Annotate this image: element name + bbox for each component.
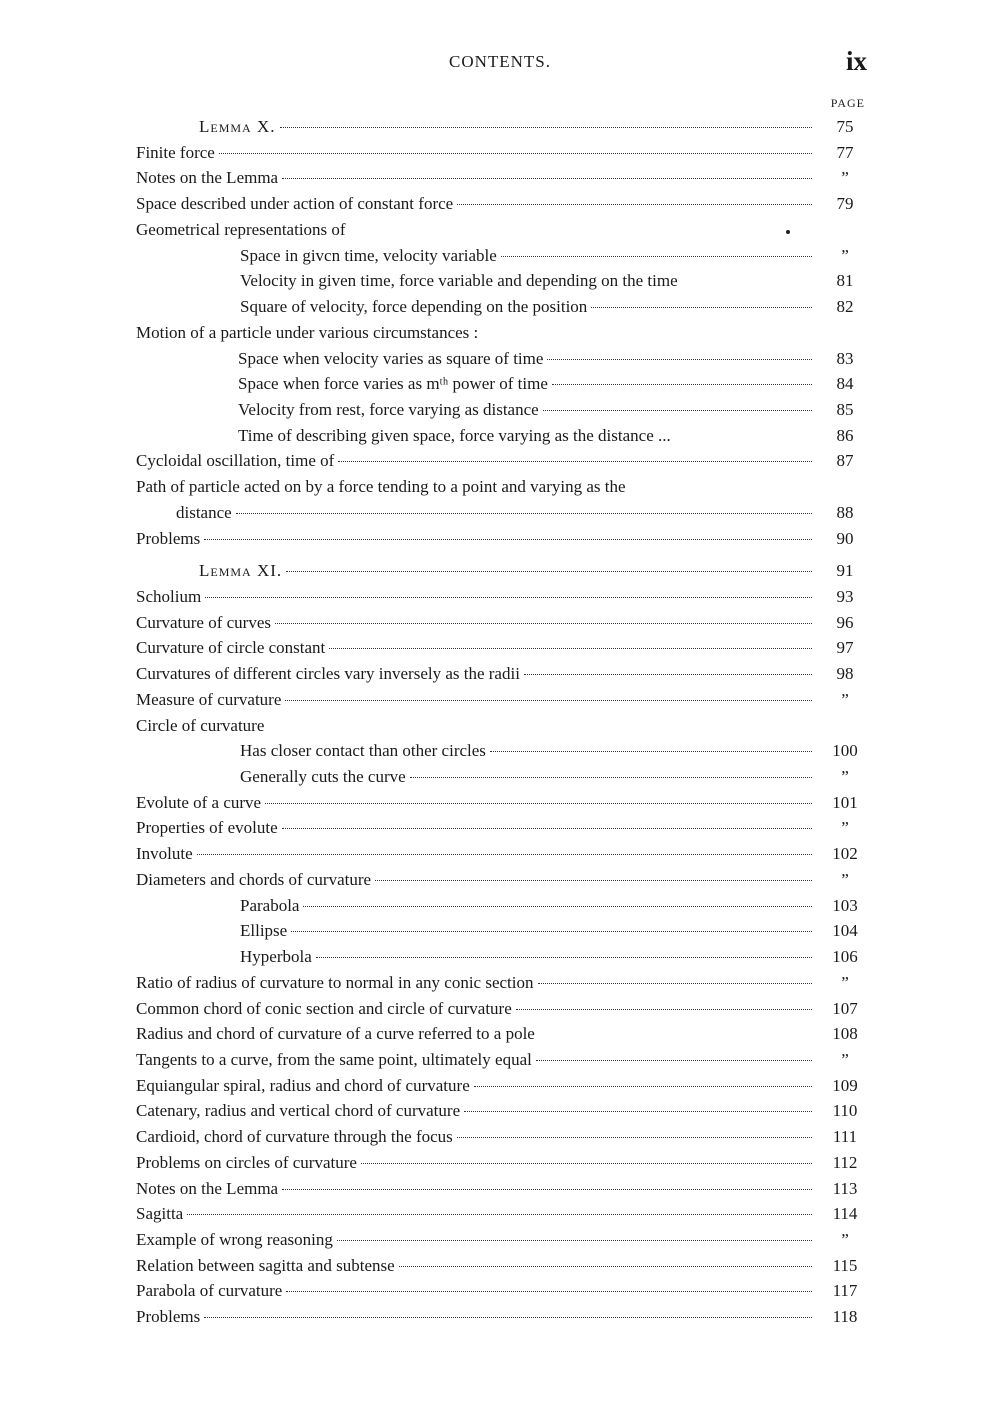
toc-entry-label: Path of particle acted on by a force tending to a point and varying as the [136,477,626,497]
toc-entry-text [0,191,812,217]
toc-page-number: 110 [832,1101,858,1121]
toc-entry-label: Relation between sagitta and subtense [136,1255,395,1275]
toc-entry-text [0,1176,812,1202]
dot-leader [205,596,812,598]
toc-entry-label: Measure of curvature [136,689,282,709]
toc-page-number: ” [841,1049,849,1069]
toc-entry-label: Parabola [240,895,300,915]
toc-entry-label: Catenary, radius and vertical chord of curvature [136,1101,461,1121]
toc-entry-text [0,320,812,346]
dot-leader [282,827,812,829]
dot-leader [197,853,812,855]
toc-page-number: ” [841,245,849,265]
dot-leader [303,905,812,907]
toc-entry [0,1253,1000,1279]
toc-page-number: ” [841,972,849,992]
dot-leader [516,1008,812,1010]
toc-entry-label: Ratio of radius of curvature to normal in any conic section [136,972,534,992]
toc-entry [0,114,1000,140]
toc-entry-text [0,1150,812,1176]
toc-entry-text [0,114,812,140]
toc-entry-label: Common chord of conic section and circle of curvature [136,998,512,1018]
toc-entry-text [0,970,812,996]
toc-entry-label: Problems [136,1307,201,1327]
toc-entry [0,1201,1000,1227]
toc-entry-text [0,661,812,687]
toc-entry [0,918,1000,944]
toc-page-number: 77 [836,142,854,162]
toc-entry [0,448,1000,474]
dot-leader [474,1085,812,1087]
toc-entry [0,893,1000,919]
toc-entry-text [0,893,812,919]
toc-entry [0,1098,1000,1124]
dot-leader [361,1162,812,1164]
toc-page-number: ” [841,869,849,889]
toc-page-number: 106 [832,947,858,966]
toc-entry-text [0,140,812,166]
toc-entry [0,526,1000,552]
toc-page-number: 96 [836,612,854,632]
toc-entry-text [0,346,812,372]
toc-entry-label: Diameters and chords of curvature [136,869,372,889]
toc-entry [0,867,1000,893]
toc-entry-label: Space when force varies as mᵗʰ power of time [238,374,548,394]
toc-entry-label: Motion of a particle under various circumstances : [136,322,479,342]
dot-leader [329,647,812,649]
toc-entry [0,944,1000,970]
toc-page-number: 79 [836,194,854,214]
toc-entry [0,474,1000,500]
toc-entry-text [0,1253,812,1279]
toc-entry-label: Curvature of circle constant [136,638,326,658]
toc-entry-text [0,268,812,294]
toc-entry [0,815,1000,841]
toc-entry [0,140,1000,166]
toc-entry-label: Cycloidal oscillation, time of [136,451,335,471]
dot-leader [187,1213,812,1215]
toc-entry-label: Notes on the Lemma [136,168,279,188]
toc-page-number: ” [841,689,849,709]
toc-page-number: 112 [832,1152,858,1172]
toc-page-number: ” [841,1230,849,1249]
toc-entry-label: Space in givcn time, velocity variable [240,245,497,265]
toc-entry [0,217,1000,243]
toc-entry [0,346,1000,372]
toc-entry-text [0,738,812,764]
toc-entry-text [0,1304,812,1330]
toc-page-number: 117 [832,1281,858,1301]
toc-entry-label: Tangents to a curve, from the same point, ultimately equal [136,1049,532,1069]
dot-leader [286,570,812,572]
dot-leader [338,460,812,462]
toc-entry-label: Has closer contact than other circles [240,741,486,761]
dot-leader [410,776,812,778]
toc-entry-label: Generally cuts the curve [240,767,406,786]
toc-entry-label: Evolute of a curve [136,792,262,812]
toc-entry-label: Time of describing given space, force varying as the distance ... [238,425,671,445]
toc-entry [0,713,1000,739]
toc-page-number: 102 [832,844,858,864]
toc-entry-text [0,790,812,816]
toc-page-number: ” [841,767,849,786]
dot-leader [275,622,812,624]
toc-entry-text [0,474,812,500]
toc-entry [0,790,1000,816]
toc-entry-label: Curvature of curves [136,612,272,632]
toc-entry-text [0,500,812,526]
toc-entry-label: Geometrical representations of [136,219,346,239]
dot-leader [285,699,812,701]
toc-entry-label: Hyperbola [240,947,312,966]
toc-page-number: ” [841,168,849,188]
toc-page-number: 88 [836,502,854,522]
toc-entry-text [0,165,812,191]
toc-entry [0,1124,1000,1150]
toc-entry-text [0,1278,812,1304]
toc-entry-text [0,867,812,893]
toc-entry-text [0,526,812,552]
toc-page-number: 98 [836,664,854,684]
toc-entry-text [0,841,812,867]
dot-leader [280,126,813,128]
toc-entry-text [0,1098,812,1124]
toc-page-number: 83 [836,348,854,368]
dot-leader [291,930,812,932]
dot-leader [457,203,812,205]
toc-entry [0,610,1000,636]
toc-page-number: 109 [832,1075,858,1095]
toc-entry-text [0,996,812,1022]
toc-entry [0,635,1000,661]
toc-entry-label: Problems on circles of curvature [136,1152,357,1172]
toc-entry-text [0,1021,812,1047]
toc-page-number: 114 [832,1204,858,1224]
toc-page-number: 118 [832,1307,858,1327]
toc-page-number: 104 [832,921,858,941]
toc-entry-label: Lemma XI. [199,561,283,581]
toc-entry-label: Circle of curvature [136,715,265,735]
dot-leader [490,750,812,752]
toc-page-number [820,320,870,346]
dot-leader [543,409,812,411]
toc-page-number: 85 [836,399,854,419]
dot-leader [538,982,813,984]
toc-entry [0,1176,1000,1202]
toc-entry-label: Velocity from rest, force varying as distance [238,399,539,419]
dot-leader [375,879,812,881]
toc-entry [0,1304,1000,1330]
toc-entry [0,1278,1000,1304]
toc-entry-text [0,764,812,790]
toc-page-number: 90 [836,528,854,548]
toc-entry-label: Cardioid, chord of curvature through the focus [136,1127,453,1147]
toc-page-number: 115 [832,1255,858,1275]
toc-entry-text [0,294,812,320]
toc-entry [0,1227,1000,1253]
toc-entry-text [0,243,812,269]
folio-number: ix [845,46,867,76]
toc-entry-text [0,584,812,610]
toc-entry-text [0,610,812,636]
toc-entry-label: Involute [136,844,193,864]
toc-entry-label: Ellipse [240,921,288,941]
dot-leader [204,538,812,540]
dot-leader [282,1188,812,1190]
toc-entry-label: Velocity in given time, force variable and depending on the time [240,271,678,291]
toc-page-number: 81 [836,271,854,291]
toc-entry-text [0,815,812,841]
dot-leader [337,1239,812,1241]
toc-entry [0,294,1000,320]
toc-entry-text [0,217,812,243]
toc-entry [0,191,1000,217]
toc-entry [0,738,1000,764]
toc-entry [0,1021,1000,1047]
toc-entry [0,1150,1000,1176]
toc-page-number [820,713,870,739]
toc-entry-label: Problems [136,528,201,548]
toc-entry [0,687,1000,713]
dot-leader [236,512,812,514]
toc-entry [0,970,1000,996]
dot-leader [282,177,812,179]
toc-entry-label: Properties of evolute [136,818,278,838]
dot-leader [457,1136,812,1138]
page-column-label: PAGE [830,96,865,110]
toc-page-number [820,217,870,243]
toc-entry [0,500,1000,526]
toc-page-number: 103 [832,895,858,915]
toc-entry-label: Curvatures of different circles vary inversely as the radii [136,664,520,684]
dot-leader [547,358,812,360]
toc-entry-text [0,558,812,584]
dot-leader [265,802,812,804]
toc-entry-label: Sagitta [136,1204,184,1224]
toc-entry-text [0,371,812,397]
toc-entry-label: distance [176,502,232,522]
toc-entry-text [0,918,812,944]
toc-entry-text [0,397,812,423]
toc-page-number: 82 [836,297,854,316]
toc-entry-label: Square of velocity, force depending on the position [240,297,588,316]
toc-entry-text [0,423,812,449]
toc-entry-label: Space when velocity varies as square of time [238,348,544,368]
dot-leader [501,255,812,257]
toc-entry [0,996,1000,1022]
dot-leader [399,1265,812,1267]
toc-entry [0,320,1000,346]
toc-entry-text [0,1124,812,1150]
toc-page-number: 113 [832,1178,858,1198]
toc-entry [0,841,1000,867]
toc-entry-label: Scholium [136,587,202,606]
toc-entry-label: Parabola of curvature [136,1281,283,1301]
toc-entry-text [0,944,812,970]
dot-leader [552,383,812,385]
toc-entry [0,584,1000,610]
toc-page-number: 84 [836,374,854,394]
toc-entry [0,764,1000,790]
toc-entry-label: Notes on the Lemma [136,1178,279,1198]
toc-entry-text [0,1073,812,1099]
toc-page-number: 100 [832,741,858,761]
dot-leader [219,152,812,154]
toc-entry [0,1073,1000,1099]
toc-entry [0,558,1000,584]
toc-entry [0,423,1000,449]
toc-page-number: 86 [836,425,854,445]
toc-entry-label: Lemma X. [199,117,276,136]
toc-page-number: 101 [832,792,858,812]
dot-leader [591,306,812,308]
toc-entry [0,268,1000,294]
toc-page-number: 108 [832,1024,858,1044]
toc-entry [0,165,1000,191]
toc-page-number: 91 [836,561,854,581]
toc-entry-label: Radius and chord of curvature of a curve referred to a pole [136,1024,535,1044]
toc-entry-text [0,1227,812,1253]
toc-entry-label: Equiangular spiral, radius and chord of curvature [136,1075,470,1095]
toc-page-number: 93 [836,587,854,606]
page-title: CONTENTS. [448,52,552,71]
dot-leader [316,956,812,958]
running-header [0,46,1000,80]
toc-page-number: 111 [832,1127,858,1147]
toc-entry-label: Example of wrong reasoning [136,1230,333,1249]
toc-entry-text [0,448,812,474]
toc-entry-text [0,1047,812,1073]
toc-page-number: ” [841,818,849,838]
toc-entry [0,1047,1000,1073]
toc-entry [0,243,1000,269]
toc-page-number: 97 [836,638,854,658]
toc-page-number: 107 [832,998,858,1018]
toc-entry-text [0,635,812,661]
toc-entry [0,371,1000,397]
toc-entry-label: Space described under action of constant force [136,194,454,214]
toc-entry-label: Finite force [136,142,215,162]
dot-leader [204,1316,812,1318]
dot-leader [536,1059,812,1061]
toc-page-number: 87 [836,451,854,471]
toc-entry-text [0,687,812,713]
toc-entry [0,661,1000,687]
toc-entry [0,397,1000,423]
toc-page-number: 75 [836,117,854,136]
dot-leader [524,673,812,675]
dot-leader [464,1110,812,1112]
toc-page-number [820,474,870,500]
toc-entry-text [0,713,812,739]
dot-leader [286,1290,812,1292]
toc-entry-text [0,1201,812,1227]
